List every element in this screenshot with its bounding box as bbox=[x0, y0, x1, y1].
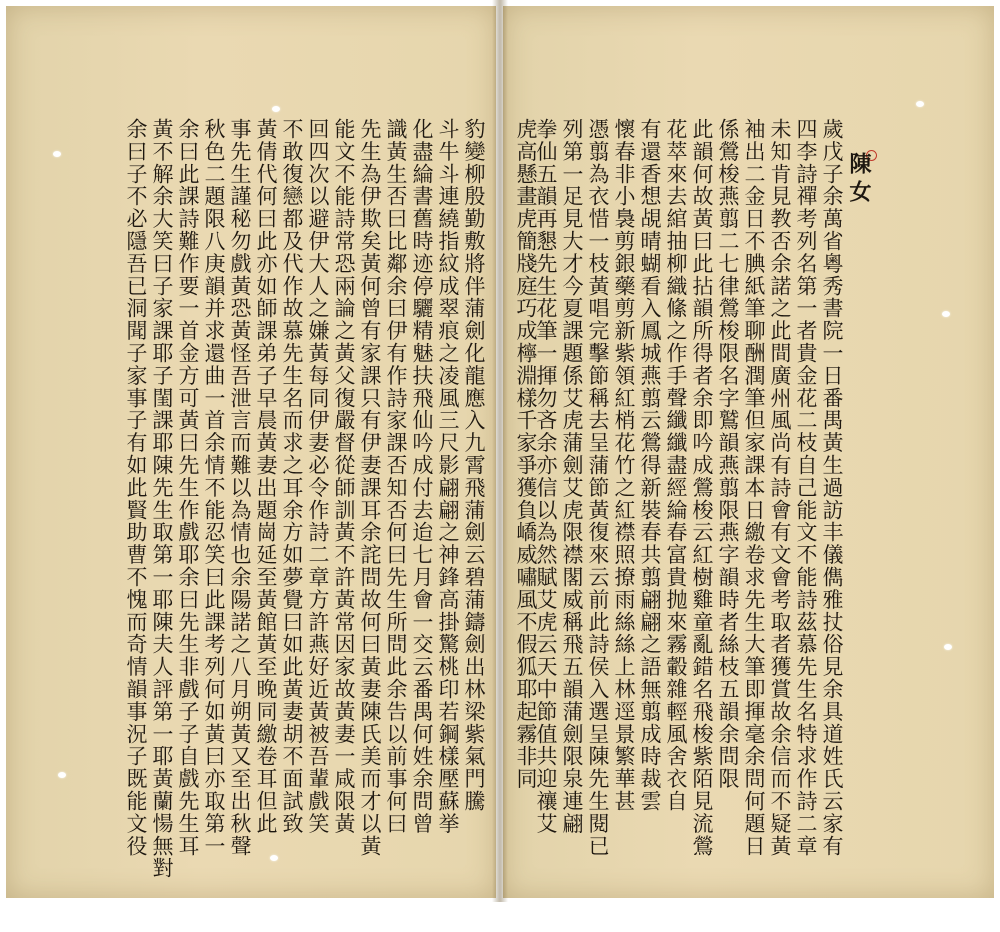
text-column: 不敢復戀都及代作故慕先生名而求之耳余方如夢覺曰如此黃妻胡不面試致 bbox=[280, 118, 304, 835]
text-column: 斗牛斗連繞指紋成翠痕之凌風三尺影翩翩之神鋒高掛驚桃印若鋼樣壓蘇挙 bbox=[436, 118, 460, 835]
text-column: 余曰此課詩難作要一首金方可黃曰先生作戲耶余曰先生非戲子子自戲先生耳 bbox=[176, 118, 200, 858]
binding-hole bbox=[944, 644, 952, 650]
text-column: 係鶯梭燕翦二七律鶯梭限名字鷲韻燕翦限燕字韻時者絲枝五韻余問限 bbox=[716, 118, 740, 790]
text-column: 花萃來去綰抽柳織絛之作手聲纖纖盡經綸春富貴抛來霧轂雜輕風舍衣自 bbox=[664, 118, 688, 813]
section-title: 陳女 bbox=[846, 152, 872, 208]
text-column: 黃倩代何曰此亦如師課弟子早晨黃妻出題崗延至黃館黃至晚同繳卷耳但此 bbox=[254, 118, 278, 835]
text-column: 此韻何故黃曰此拈韻所得者余即吟成鶯梭云紅樹雞童亂錯名飛梭紫陌見流鶯 bbox=[690, 118, 714, 858]
text-column: 袖出二金日不腆紙筆聊酬潤筆但家課本日繳卷求先生大筆即揮毫余問何題日 bbox=[742, 118, 766, 858]
text-column: 能文不能詩常恐兩論之黃父復嚴督從師訓黃不許黃常因家故黃妻一咸限黃 bbox=[332, 118, 356, 835]
text-column: 回四次以避伊大人之嫌黃每同伊妻必令作詩二章方許燕好近黃被吾輩戲笑 bbox=[306, 118, 330, 835]
text-column: 憑翦為衣惜一枝黃唱完擊節稱去呈蒲節黃復來云前此詩侯入選呈陳先生閱已 bbox=[586, 118, 610, 858]
text-column: 秋色二題限八庚韻并求還曲一首余情不能忍笑曰此課考列何如黃曰亦取第一 bbox=[202, 118, 226, 858]
text-column: 黃不解余大笑曰子家課耶子閨課耶陳先生取第一耶陳夫人評第一耶黃蘭愓無對 bbox=[150, 118, 174, 880]
text-column: 事先生謹秘勿戲黃恐黃怪吾泄言而難以為情也余陽諾之八月朔黃又至出秋聲 bbox=[228, 118, 252, 858]
text-column: 余曰子不必隱吾已洞聞子家事子有如此賢助曹不愧而奇情韻事況子既能文役 bbox=[124, 118, 148, 858]
binding-hole bbox=[942, 311, 950, 317]
text-column: 豹變柳殷勤敷將伴蒲劍化龍應入九霄飛蒲劍云碧蒲鑄劍出林梁紫氣門騰 bbox=[462, 118, 486, 813]
text-column: 歲戊子余萬省粵秀書院一日番禺黃生過訪丰儀儁雅扙俗見余具道姓氏云家有 bbox=[820, 118, 844, 858]
text-column: 虎高懸畫虎簡牋庭巧成檸淵樣千家爭獲負嶠威嘯風不假狐耶起霧非同 bbox=[514, 118, 538, 790]
book-gutter bbox=[492, 0, 508, 902]
text-column: 列第一足見大才今夏課題係艾虎蒲劍艾虎限襟閣威稱飛五韻蒲劍限泉連翩 bbox=[560, 118, 584, 835]
text-column: 懷春非小裊剪銀藥剪新紫領紅梢花竹之紅襟照撩雨絲絲上林逕景繁華甚 bbox=[612, 118, 636, 813]
text-column: 未知肯見教否余諾之此間廣州風尚有詩會有文會考取者獲賞故余信而不疑黃 bbox=[768, 118, 792, 858]
binding-hole bbox=[53, 151, 61, 157]
binding-hole bbox=[58, 772, 66, 778]
text-column: 化盡綸書舊時迹停驪精魅扶飛仙吟成付去迨七月會一交云番禺何姓余問曾 bbox=[410, 118, 434, 835]
text-column: 四李詩禪考列名第一者貴金花二枝自己能文不能詩茲慕先生名特求作詩二章 bbox=[794, 118, 818, 858]
text-column: 先生為伊欺矣黃何曾有家課只有伊妻課耳余詫問故何曰黃妻陳氏美而才以黃 bbox=[358, 118, 382, 858]
text-column: 有還香想覘晴蝴看入鳳城燕翦云鶯得新裝春共翦翩翩之語無翦成時裁雲 bbox=[638, 118, 662, 813]
binding-hole bbox=[272, 106, 280, 112]
text-column: 識黃生否曰比鄰余曰伊有作詩家課否知否何曰先生所問此余告以前事何曰 bbox=[384, 118, 408, 835]
binding-hole bbox=[916, 101, 924, 107]
text-column: 拳仙五韻再懇先生花筆一揮勿吝余亦信以為然賦艾虎云天中節值共迎禳艾 bbox=[534, 118, 558, 835]
